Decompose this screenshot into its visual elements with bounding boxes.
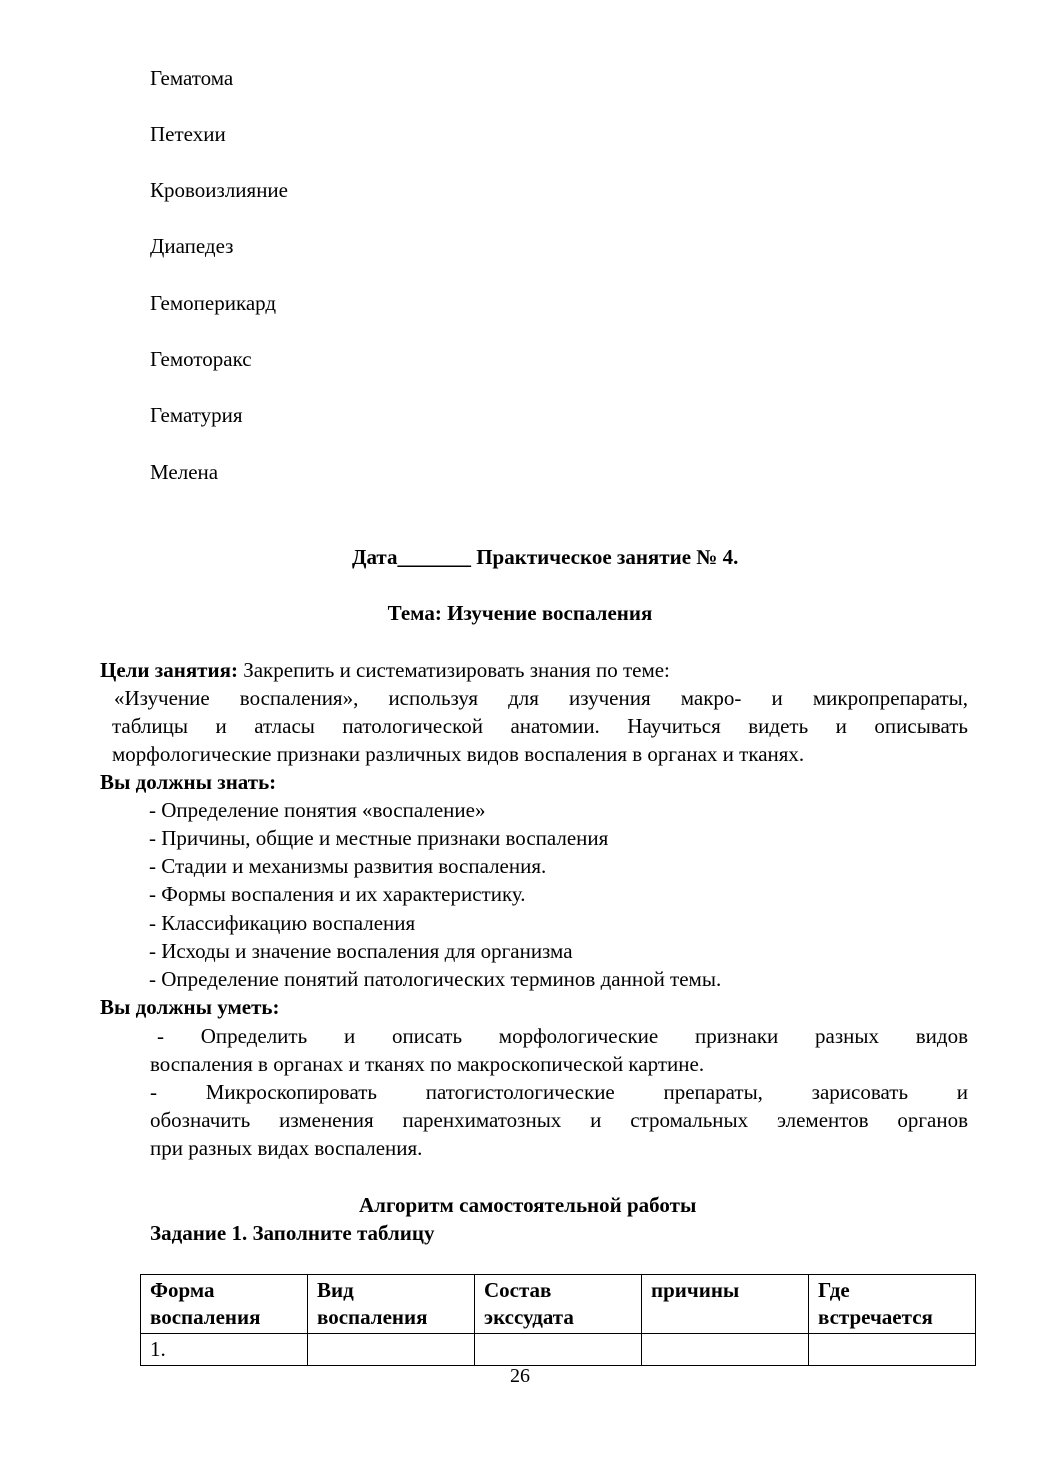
goals-intro: Закрепить и систематизировать знания по теме:	[243, 658, 670, 682]
table-cell: 1.	[141, 1334, 308, 1366]
col-header-type-line-1: Вид	[317, 1278, 354, 1302]
col-header-form-line-2: воспаления	[150, 1305, 261, 1329]
know-item-1: - Определение понятия «воспаление»	[149, 798, 486, 822]
know-item-2: - Причины, общие и местные признаки воспаления	[149, 826, 609, 850]
col-header-type	[308, 1275, 475, 1334]
skills-item-1-line-2: воспаления в органах и тканях по макроскопической картине.	[150, 1052, 705, 1076]
col-header-causes	[642, 1275, 809, 1334]
know-item-4: - Формы воспаления и их характеристику.	[149, 882, 526, 906]
col-header-form-line-1: Форма	[150, 1278, 215, 1302]
col-header-exudate	[475, 1275, 642, 1334]
term-hemorrhage: Кровоизлияние	[150, 178, 288, 202]
know-item-6: - Исходы и значение воспаления для организма	[149, 939, 573, 963]
skills-item-2-line-1: - Микроскопировать патогистологические препараты, зарисовать и	[150, 1080, 968, 1104]
col-header-location	[809, 1275, 976, 1334]
goals-line-3: таблицы и атласы патологической анатомии. Научиться видеть и описывать	[112, 714, 968, 738]
know-item-3: - Стадии и механизмы развития воспаления.	[149, 854, 547, 878]
term-petechiae: Петехии	[150, 122, 226, 146]
goals-line-2: «Изучение воспаления», используя для изучения макро- и микропрепараты,	[114, 686, 968, 710]
table-cell	[475, 1334, 642, 1366]
term-melena: Мелена	[150, 460, 219, 484]
skills-item-2-line-3: при разных видах воспаления.	[150, 1136, 423, 1160]
table-cell	[642, 1334, 809, 1366]
algorithm-heading: Алгоритм самостоятельной работы	[359, 1193, 697, 1217]
table-cell	[809, 1334, 976, 1366]
inflammation-table	[140, 1274, 976, 1366]
topic-heading: Тема: Изучение воспаления	[387, 601, 653, 625]
term-hematoma: Гематома	[150, 66, 234, 90]
know-heading: Вы должны знать:	[100, 770, 277, 794]
goals-label: Цели занятия:	[100, 658, 238, 682]
table-header-row	[141, 1275, 976, 1334]
lesson-heading: Дата_______ Практическое занятие № 4.	[352, 545, 739, 569]
term-hemothorax: Гемоторакс	[150, 347, 252, 371]
skills-item-2-line-2: обозначить изменения паренхиматозных и стромальных элементов органов	[150, 1108, 968, 1132]
goals-line-4: морфологические признаки различных видов воспаления в органах и тканях.	[112, 742, 805, 766]
col-header-exudate-line-1: Состав	[484, 1278, 552, 1302]
skills-heading: Вы должны уметь:	[100, 995, 280, 1019]
col-header-exudate-line-2: экссудата	[484, 1305, 574, 1329]
col-header-form	[141, 1275, 308, 1334]
goals-first-line	[100, 658, 670, 682]
col-header-type-line-2: воспаления	[317, 1305, 428, 1329]
table-cell	[308, 1334, 475, 1366]
task-heading: Задание 1. Заполните таблицу	[150, 1221, 435, 1245]
col-header-location-line-2: встречается	[818, 1305, 933, 1329]
skills-item-1-line-1: - Определить и описать морфологические признаки разных видов	[157, 1024, 968, 1048]
know-item-5: - Классификацию воспаления	[149, 911, 416, 935]
col-header-causes-line-1: причины	[651, 1278, 740, 1302]
term-hematuria: Гематурия	[150, 403, 243, 427]
table-row	[141, 1334, 976, 1366]
page-number: 26	[510, 1365, 530, 1387]
term-diapedesis: Диапедез	[150, 234, 234, 258]
term-hemopericardium: Гемоперикард	[150, 291, 277, 315]
col-header-location-line-1: Где	[818, 1278, 850, 1302]
know-item-7: - Определение понятий патологических терминов данной темы.	[149, 967, 722, 991]
